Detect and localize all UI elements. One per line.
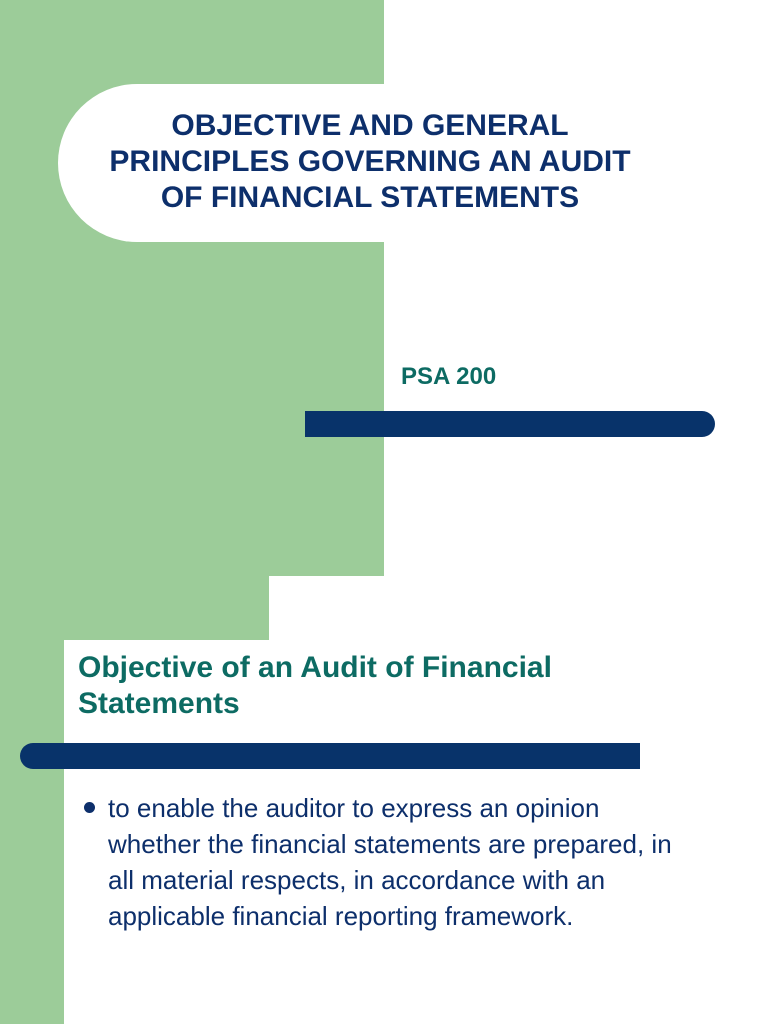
bullet-dot-icon <box>84 802 95 813</box>
green-left-strip <box>0 576 64 1024</box>
bullet-text: to enable the auditor to express an opinion whether the financial statements are prepared, in all material respects, in accordance with an applicable financial reporting framework. <box>108 793 672 931</box>
accent-bar <box>305 411 715 437</box>
slide-content <box>0 576 768 1024</box>
accent-bar <box>20 743 640 769</box>
bullet-item <box>78 790 698 934</box>
slide-subtitle: PSA 200 <box>401 363 497 390</box>
slide-title-text: OBJECTIVE AND GENERAL PRINCIPLES GOVERNING AN AUDIT OF FINANCIAL STATEMENTS <box>109 109 631 214</box>
slide-heading: Objective of an Audit of Financial Statements <box>78 651 552 720</box>
bullet-list <box>78 790 698 934</box>
